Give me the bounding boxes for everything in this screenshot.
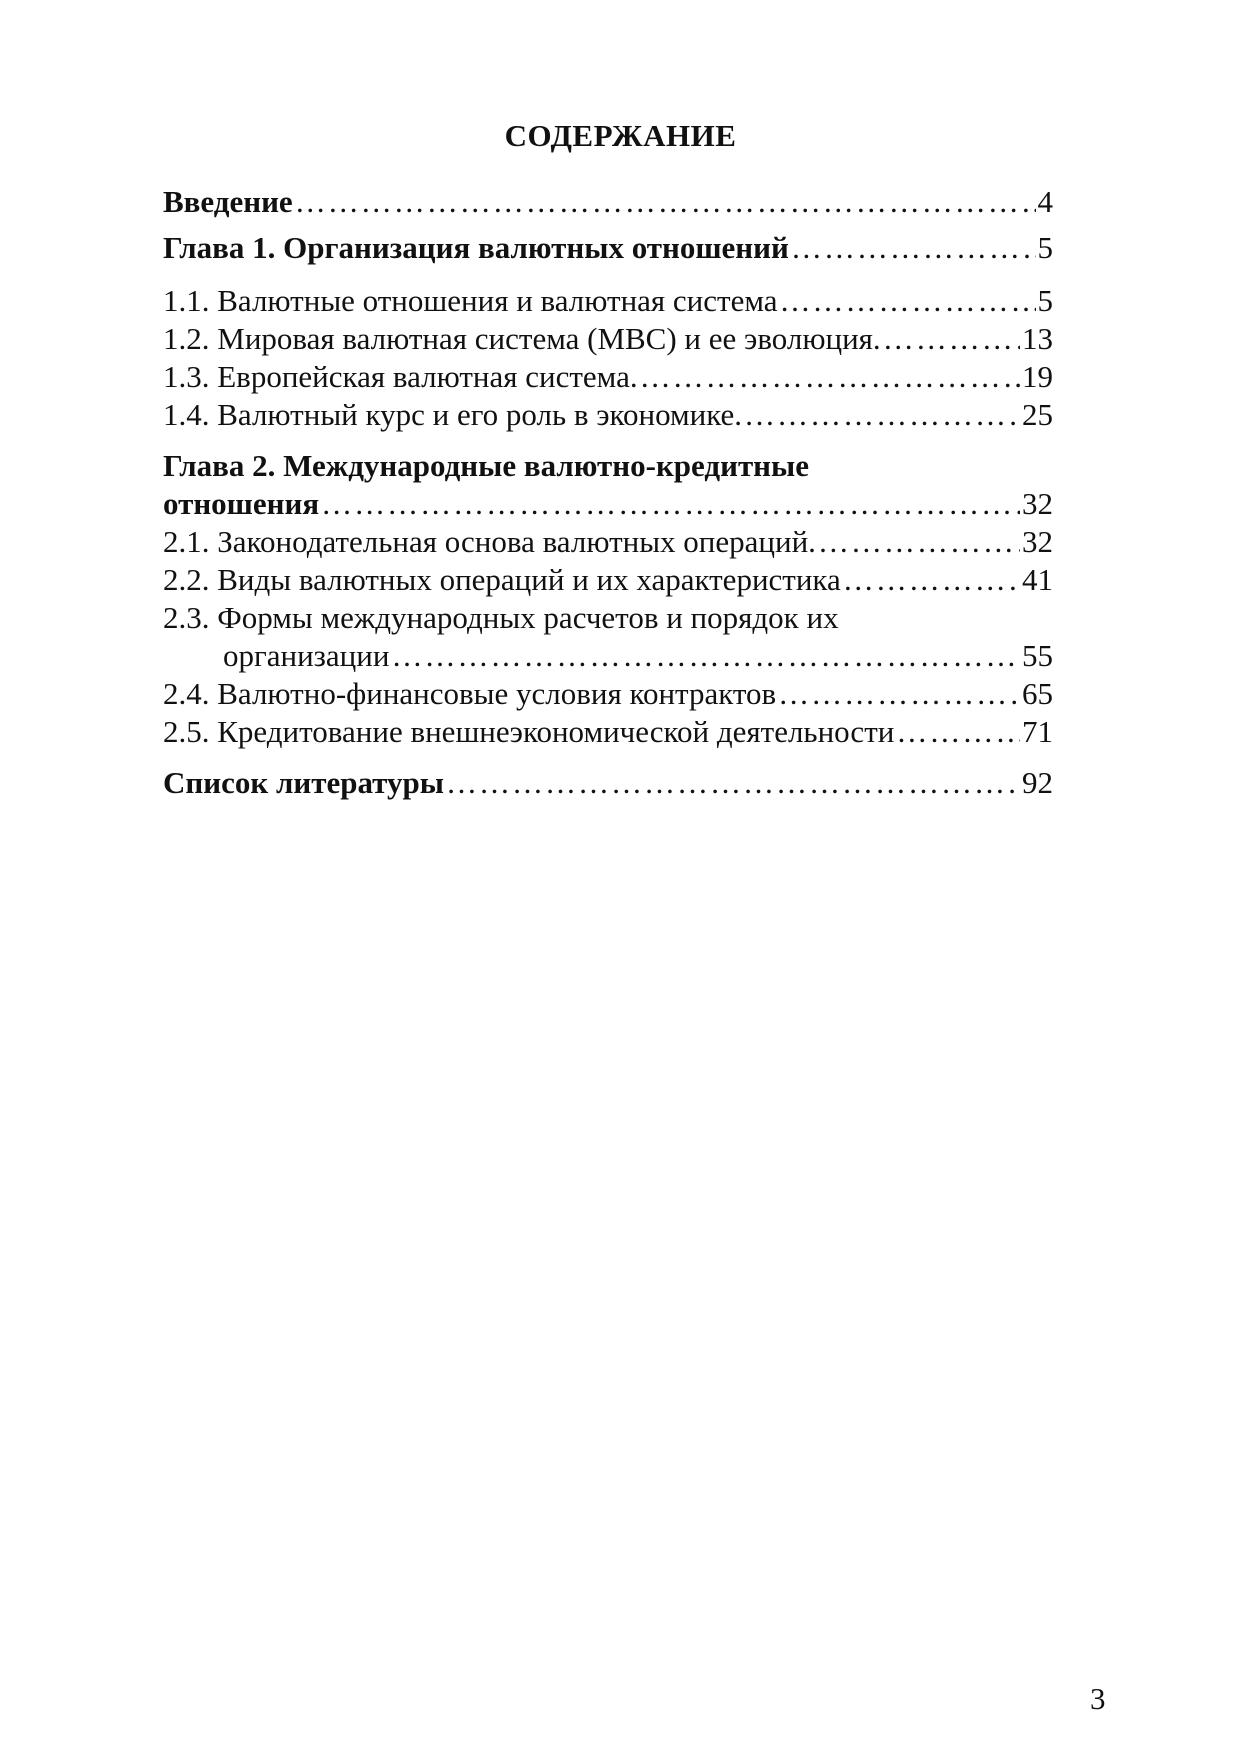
toc-entry-label: Список литературы bbox=[163, 765, 444, 800]
toc-entry-page: 41 bbox=[1022, 562, 1053, 597]
toc-entry-label: 2.5. Кредитование внешнеэкономической деятельности bbox=[163, 714, 895, 749]
toc-entry-2-1[interactable] bbox=[163, 523, 1053, 561]
toc-entry-page: 13 bbox=[1022, 321, 1053, 356]
page-number: 3 bbox=[1090, 1681, 1106, 1716]
toc-entry-page: 25 bbox=[1022, 397, 1053, 432]
toc-entry-label: Введение bbox=[163, 184, 293, 219]
toc-entry-chapter-1[interactable] bbox=[163, 229, 1053, 267]
toc-entry-label: Глава 1. Организация валютных отношений bbox=[163, 230, 789, 265]
toc-entry-2-3[interactable] bbox=[223, 637, 1053, 675]
toc-entry-page: 92 bbox=[1022, 765, 1053, 800]
toc-entry-1-4[interactable] bbox=[163, 396, 1053, 434]
toc-entry-page: 55 bbox=[1022, 638, 1053, 673]
toc-entry-2-2[interactable] bbox=[163, 561, 1053, 599]
toc-entry-1-1[interactable] bbox=[163, 282, 1053, 320]
toc-entry-label: 1.2. Мировая валютная система (МВС) и ее эволюция. bbox=[163, 321, 881, 356]
toc-entry-label: 1.4. Валютный курс и его роль в экономике. bbox=[163, 397, 743, 432]
leader-dots bbox=[896, 713, 1020, 751]
toc-entry-page: 32 bbox=[1022, 524, 1053, 559]
leader-dots bbox=[780, 282, 1036, 320]
leader-dots bbox=[883, 320, 1020, 358]
toc-entry-label: 2.2. Виды валютных операций и их характеристика bbox=[163, 562, 841, 597]
page-title: СОДЕРЖАНИЕ bbox=[504, 118, 737, 153]
leader-dots bbox=[446, 764, 1020, 802]
leader-dots bbox=[818, 523, 1020, 561]
toc-entry-chapter-2[interactable] bbox=[163, 485, 1053, 523]
leader-dots bbox=[295, 183, 1036, 221]
leader-dots bbox=[843, 561, 1020, 599]
toc-entry-page: 19 bbox=[1022, 359, 1053, 394]
leader-dots bbox=[744, 396, 1020, 434]
toc-entry-label: 1.3. Европейская валютная система. bbox=[163, 359, 638, 394]
toc-entry-1-2[interactable] bbox=[163, 320, 1053, 358]
toc-entry-intro[interactable] bbox=[163, 183, 1053, 221]
toc-entry-label: отношения bbox=[163, 486, 320, 521]
toc-entry-2-4[interactable] bbox=[163, 675, 1053, 713]
toc-entry-2-5[interactable] bbox=[163, 713, 1053, 751]
toc-entry-1-3[interactable] bbox=[163, 358, 1053, 396]
leader-dots bbox=[640, 358, 1020, 396]
toc-entry-label: 1.1. Валютные отношения и валютная система bbox=[163, 283, 778, 318]
leader-dots bbox=[791, 229, 1036, 267]
toc-entry-page: 5 bbox=[1037, 230, 1053, 265]
toc-entry-label: организации bbox=[223, 638, 390, 673]
toc-entry-2-3-line1[interactable]: 2.3. Формы международных расчетов и порядок их bbox=[163, 600, 839, 635]
leader-dots bbox=[321, 485, 1020, 523]
leader-dots bbox=[778, 675, 1020, 713]
toc-entry-page: 32 bbox=[1022, 486, 1053, 521]
leader-dots bbox=[391, 637, 1020, 675]
toc-entry-page: 65 bbox=[1022, 676, 1053, 711]
toc-entry-references[interactable] bbox=[163, 764, 1053, 802]
toc-entry-label: 2.4. Валютно-финансовые условия контрактов bbox=[163, 676, 777, 711]
toc-entry-page: 71 bbox=[1022, 714, 1053, 749]
toc-entry-page: 5 bbox=[1037, 283, 1053, 318]
toc-entry-label: 2.1. Законодательная основа валютных операций. bbox=[163, 524, 816, 559]
toc-entry-chapter-2-line1[interactable]: Глава 2. Международные валютно-кредитные bbox=[163, 448, 809, 483]
toc-entry-page: 4 bbox=[1037, 184, 1053, 219]
